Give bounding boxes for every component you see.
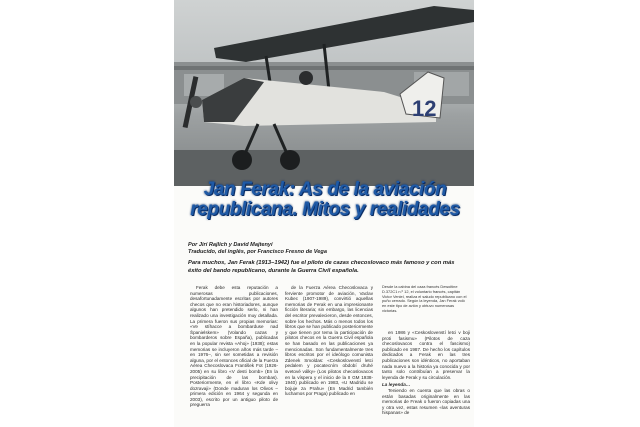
section-subhead: La leyenda… [382,382,411,388]
biplane-photo [174,0,474,186]
byline [188,242,464,256]
body-column-3 [382,330,470,416]
body-paragraph: en 1986 y «Ceskoslovenstí letci v boji proti fasismu» (Pilotos de caza checoslovacos contra el fascismo) publicado en 1987. De hecho los capítulos dedicados a Ferak en las tres publicaciones son idénticos, no aportaban nada nuevo a la historia ya conocida y por tanto solo contribuían a preservar la leyenda de Ferak y su circulación. [382,330,470,380]
article-title: Jan Ferak: As de la aviación republicana. Mitos y realidades [190,179,460,220]
biplane-illustration [174,0,474,186]
body-paragraph: Ferak debe esta reputación a numerosas publicaciones, desafortunadamente escritas por autores checos que no eran historiadores, aunque algunos han pretendido serlo, ni han realizado una investigación muy detallada. La primera fueron sus propias memorias: «Ve stíhacce a bombarduse nad Španielskem» (Volando cazas y bombarderos sobre España), publicadas en la popular revista «Ahoj» (1938); estas memorias se incluyeron años más tarde –en 1976–, sin ser sometidas a revisión alguna, por el entonces oficial de la Fuerza Aérea Checoslovaca František Fot (1926-2005) en su libro «V desti bomb» (En la precipitación de las bombas). Posteriormente, en el libro «Kde olivy dozravaji» (Donde maduran los Olivos –primera edición en 1964 y segunda en 2003), escrito por un antiguo piloto de preguerra [190,285,278,408]
body-paragraph: de la Fuerza Aérea Checoslovaca y ferviente promotor de aviación, Vaclav Kubec (1907-1989), convirtió aquellas memorias de Ferak en una impresionante ficción literaria; sin embargo, las licencias del escritor prevalecieron, desde entonces, sobre los hechos. Más o menos todos los libros que se han publicado posteriormente y que tienen por tema la participación de pilotos checos en la Guerra Civil española se han basado en las publicaciones ya mencionadas. Son fundamentalmente tres libros escritos por el ideólogo comunista Zdenek Smoldas: «Ceskoslovenstí letci pedalem y pocatecním období druhé svetové války» (Los pilotos checoslovacos en la víspera y el inicio de la II GM 1938-1940) publicado en 1983, «U Madridu se bojuje za Prahu» (En Madrid también luchamos por Praga) publicado en [285,285,373,397]
translator-line: Traducido, del inglés, por Francisco Fresno de Vega [188,249,327,255]
article-lead: Para muchos, Jan Ferak (1913–1942) fue el piloto de cazas checoslovaco más famoso y con más éxito del bando republicano, durante la Guerra Civil española. [188,260,455,274]
body-column-2 [285,285,373,397]
magazine-page [174,0,474,427]
photo-caption: Desde la cabina del caza francés Dewoitine D.372C1 n.º 12, el voluntario francés, capitán Victor Veniel, realiza el saludo republicano con el puño cerrado. Según la leyenda, Jan Ferak voló en este tipo de avión y obtuvo numerosas victorias. [382,284,467,313]
body-column-1 [190,285,278,408]
body-paragraph: Teniendo en cuenta que las obras o están basadas originalmente en las memorias de Freak o fueron copiadas una y otra vez, estas resumen «las aventuras hispanas» de [382,387,470,416]
author-line: Por Jirí Rajlich y David Majtenyí [188,242,273,248]
tail-number: 12 [412,96,437,121]
